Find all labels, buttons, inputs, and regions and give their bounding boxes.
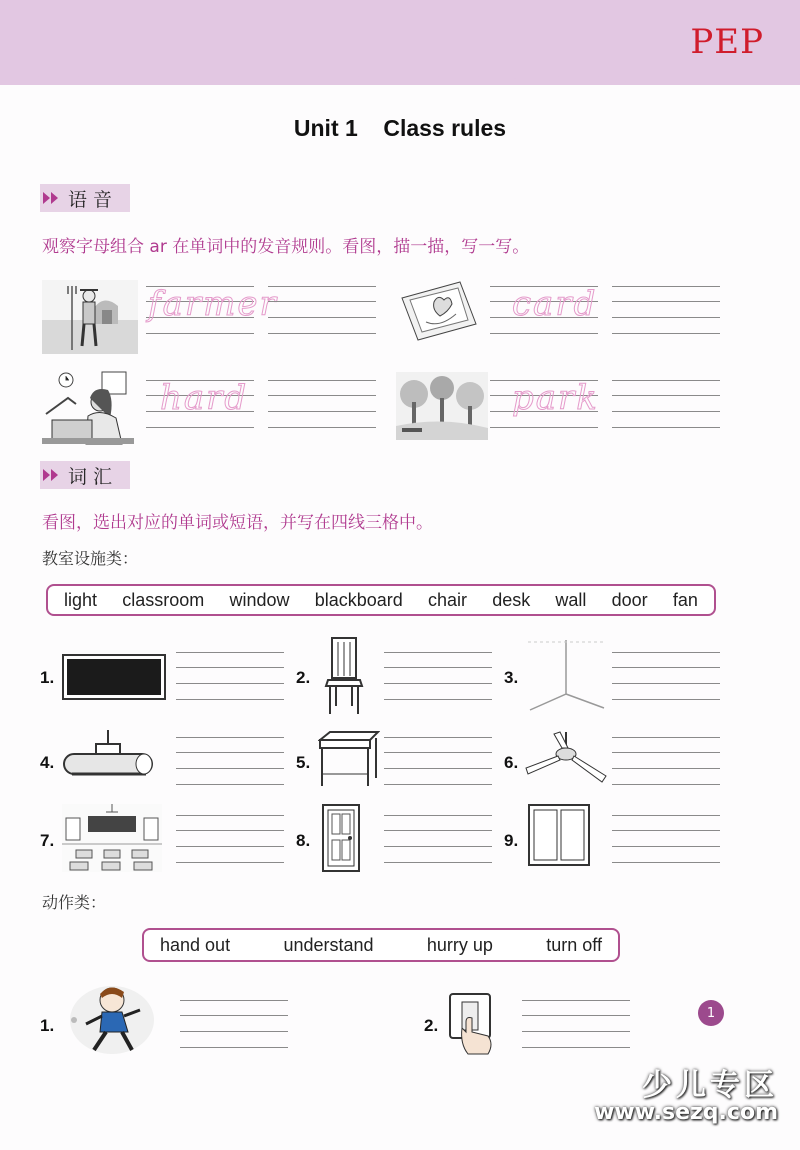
header-wave [0,70,800,94]
writing-lines[interactable] [612,815,720,863]
item-number: 4. [40,753,55,772]
actions-heading: 动作类： [42,893,107,912]
vocab-instruction: 看图，选出对应的单词或短语，并写在四线三格中。 [42,513,433,533]
farmer-picture [42,280,138,354]
trace-word-hard: hard [160,378,249,418]
light-picture [60,728,156,786]
card-picture [396,278,480,344]
item-number: 8. [296,831,311,850]
word-bank-item: wall [555,589,587,610]
watermark-title: 少儿专区 [642,1068,778,1103]
word-bank-item: door [611,589,648,610]
word-bank-item: understand [283,934,374,955]
word-bank-item: desk [492,589,531,610]
writing-lines[interactable] [268,380,376,428]
writing-lines[interactable] [176,815,284,863]
writing-lines[interactable] [268,286,376,334]
section-label-text: 语音 [68,188,119,211]
page-title: Unit 1 Class rules [293,115,507,141]
actions-word-bank [142,928,620,962]
writing-lines[interactable] [612,737,720,785]
classroom-picture [62,804,162,872]
section-label-phonics [40,184,130,212]
section-label-vocab [40,461,130,489]
item-number: 2. [424,1016,439,1035]
item-number: 3. [504,668,519,687]
word-bank-item: classroom [122,589,205,610]
hard-working-picture [42,368,134,446]
double-arrow-icon [40,461,62,489]
item-number: 7. [40,831,55,850]
watermark-url: www.sezq.com [594,1100,778,1125]
trace-word-farmer: farmer [148,284,278,324]
brand-logo: PEP [690,22,764,62]
writing-lines[interactable] [612,652,720,700]
word-bank-item: window [229,589,290,610]
word-bank-item: turn off [546,934,602,955]
word-bank-item: hurry up [426,934,493,955]
desk-picture [318,730,380,788]
item-number: 9. [504,831,519,850]
item-number: 1. [40,668,55,687]
item-number: 2. [296,668,311,687]
window-picture [528,804,590,866]
item-number: 5. [296,753,311,772]
hurry-boy-picture [66,980,156,1056]
page-number: 1 [698,1000,724,1026]
writing-lines[interactable] [180,1000,288,1048]
writing-lines[interactable] [176,652,284,700]
chair-picture [322,636,366,716]
writing-lines[interactable] [384,815,492,863]
trace-word-card: card [512,284,598,324]
item-number: 1. [40,1016,55,1035]
park-picture [396,372,488,440]
facilities-heading: 教室设施类： [42,549,139,568]
wall-picture [526,638,606,712]
section-label-text: 词汇 [68,465,119,488]
writing-lines[interactable] [522,1000,630,1048]
writing-lines[interactable] [612,380,720,428]
switch-picture [448,992,496,1056]
writing-lines[interactable] [384,652,492,700]
writing-lines[interactable] [384,737,492,785]
phonics-instruction: 观察字母组合 ar 在单词中的发音规则。看图，描一描，写一写。 [42,237,530,257]
word-bank-item: chair [427,589,467,610]
item-number: 6. [504,753,519,772]
fan-picture [524,730,608,784]
door-picture [322,804,360,872]
blackboard-picture [62,654,166,700]
word-bank-item: fan [672,589,698,610]
word-bank-item: hand out [160,934,231,955]
trace-word-park: park [512,378,599,418]
double-arrow-icon [40,184,62,212]
word-bank-item: light [64,589,98,610]
word-bank-item: blackboard [314,589,403,610]
facilities-word-bank [46,584,716,616]
writing-lines[interactable] [176,737,284,785]
writing-lines[interactable] [612,286,720,334]
